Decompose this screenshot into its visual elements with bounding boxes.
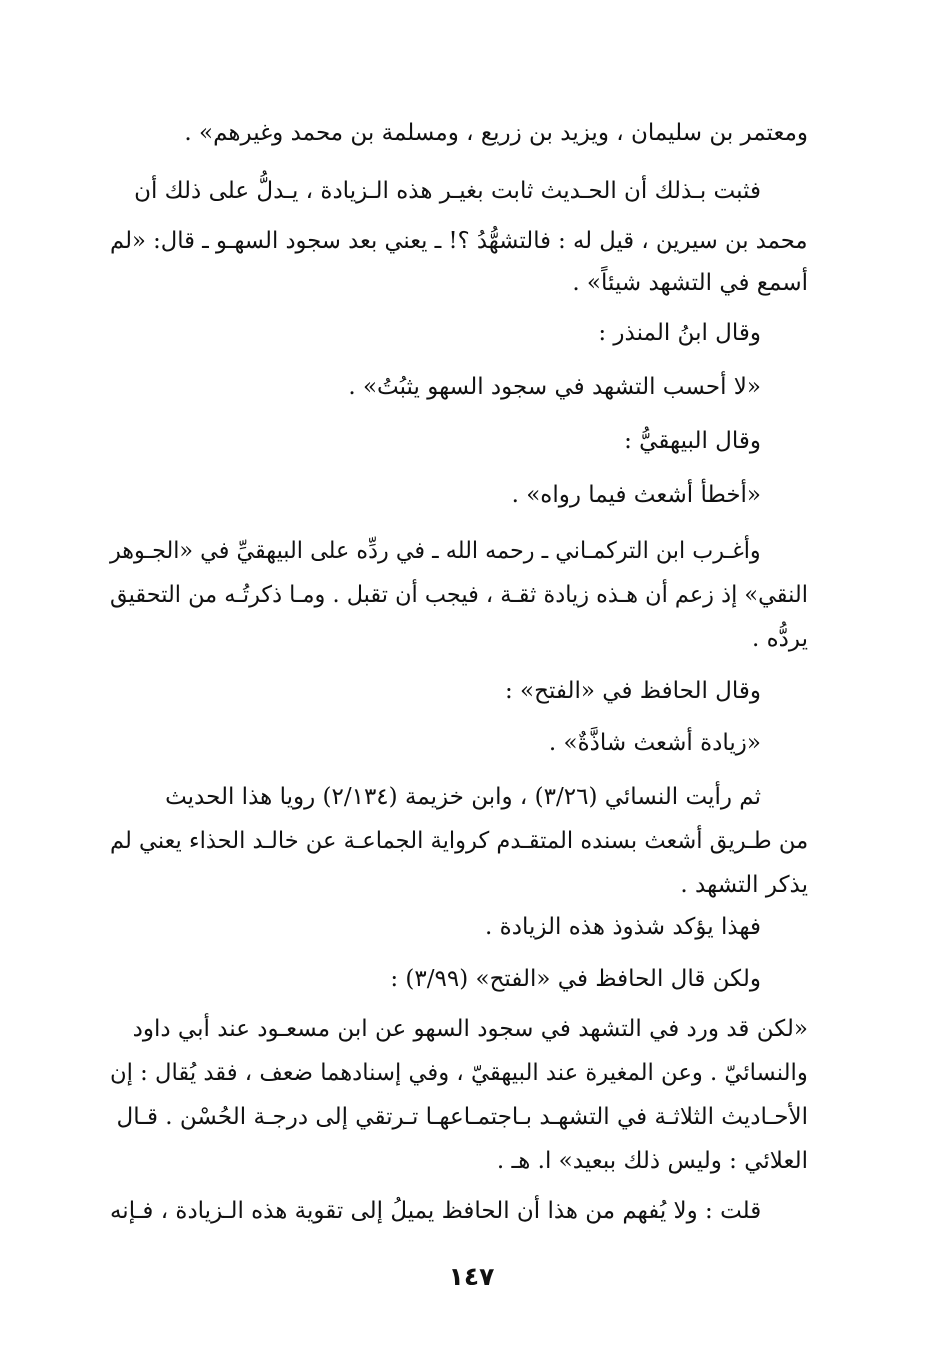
text-line-11: يردُّه . xyxy=(751,626,808,652)
text-line-23: قلت : ولا يُفهم من هذا أن الحافظ يميلُ إلى تقوية هذه الـزيادة ، فـإنه xyxy=(109,1198,761,1224)
text-line-7: وقال البيهقيُّ : xyxy=(624,428,761,454)
page-number: ١٤٧ xyxy=(448,1262,495,1291)
text-line-19: «لكن قد ورد في التشهد في سجود السهو عن ابن مسعـود عند أبي داود xyxy=(132,1016,808,1042)
text-line-6: «لا أحسب التشهد في سجود السهو يثبُتُ» . xyxy=(348,374,761,400)
text-line-18: ولكن قال الحافظ في «الفتح» (٣/٩٩) : xyxy=(390,966,761,992)
text-line-1: ومعتمر بن سليمان ، ويزيد بن زريع ، ومسلمة بن محمد وغيرهم» . xyxy=(184,120,808,146)
text-line-5: وقال ابنُ المنذر : xyxy=(598,320,761,346)
text-line-21: الأحـاديث الثلاثـة في التشهـد بـاجتمـاعهـا تـرتقي إلى درجـة الحُسْن . قـال xyxy=(116,1104,808,1130)
text-line-13: «زيادة أشعث شاذَّةٌ» . xyxy=(548,730,761,756)
text-line-15: من طـريق أشعث بسنده المتقـدم كرواية الجماعـة عن خالـد الحذاء يعني لم xyxy=(109,828,808,854)
text-line-12: وقال الحافظ في «الفتح» : xyxy=(504,678,761,704)
text-line-14: ثم رأيت النسائي (٣/٢٦) ، وابن خزيمة (٢/١٣٤) رويا هذا الحديث xyxy=(165,784,761,810)
text-line-20: والنسائيّ . وعن المغيرة عند البيهقيّ ، وفي إسنادهما ضعف ، فقد يُقال : إن xyxy=(110,1060,808,1086)
text-line-8: «أخطأ أشعث فيما رواه» . xyxy=(511,482,761,508)
text-line-17: فهذا يؤكد شذوذ هذه الزيادة . xyxy=(485,914,761,940)
text-line-2: فثبت بـذلك أن الحـديث ثابت بغيـر هذه الـزيادة ، يـدلُّ على ذلك أن xyxy=(134,178,761,204)
text-line-3: محمد بن سيرين ، قيل له : فالتشهُّدُ ؟! ـ يعني بعد سجود السهـو ـ قال: «لم xyxy=(110,228,808,254)
text-line-4: أسمع في التشهد شيئاً» . xyxy=(572,270,808,296)
text-line-16: يذكر التشهد . xyxy=(680,872,808,898)
text-line-10: النقي» إذ زعم أن هـذه زيادة ثقـة ، فيجب أن تقبل . ومـا ذكرتُـه من التحقيق xyxy=(110,582,808,608)
text-line-22: العلائي : وليس ذلك ببعيد» ا. هـ . xyxy=(496,1148,808,1174)
text-line-9: وأغـرب ابن التركمـاني ـ رحمه الله ـ في ردِّه على البيهقيِّ في «الجـوهر xyxy=(110,538,761,564)
